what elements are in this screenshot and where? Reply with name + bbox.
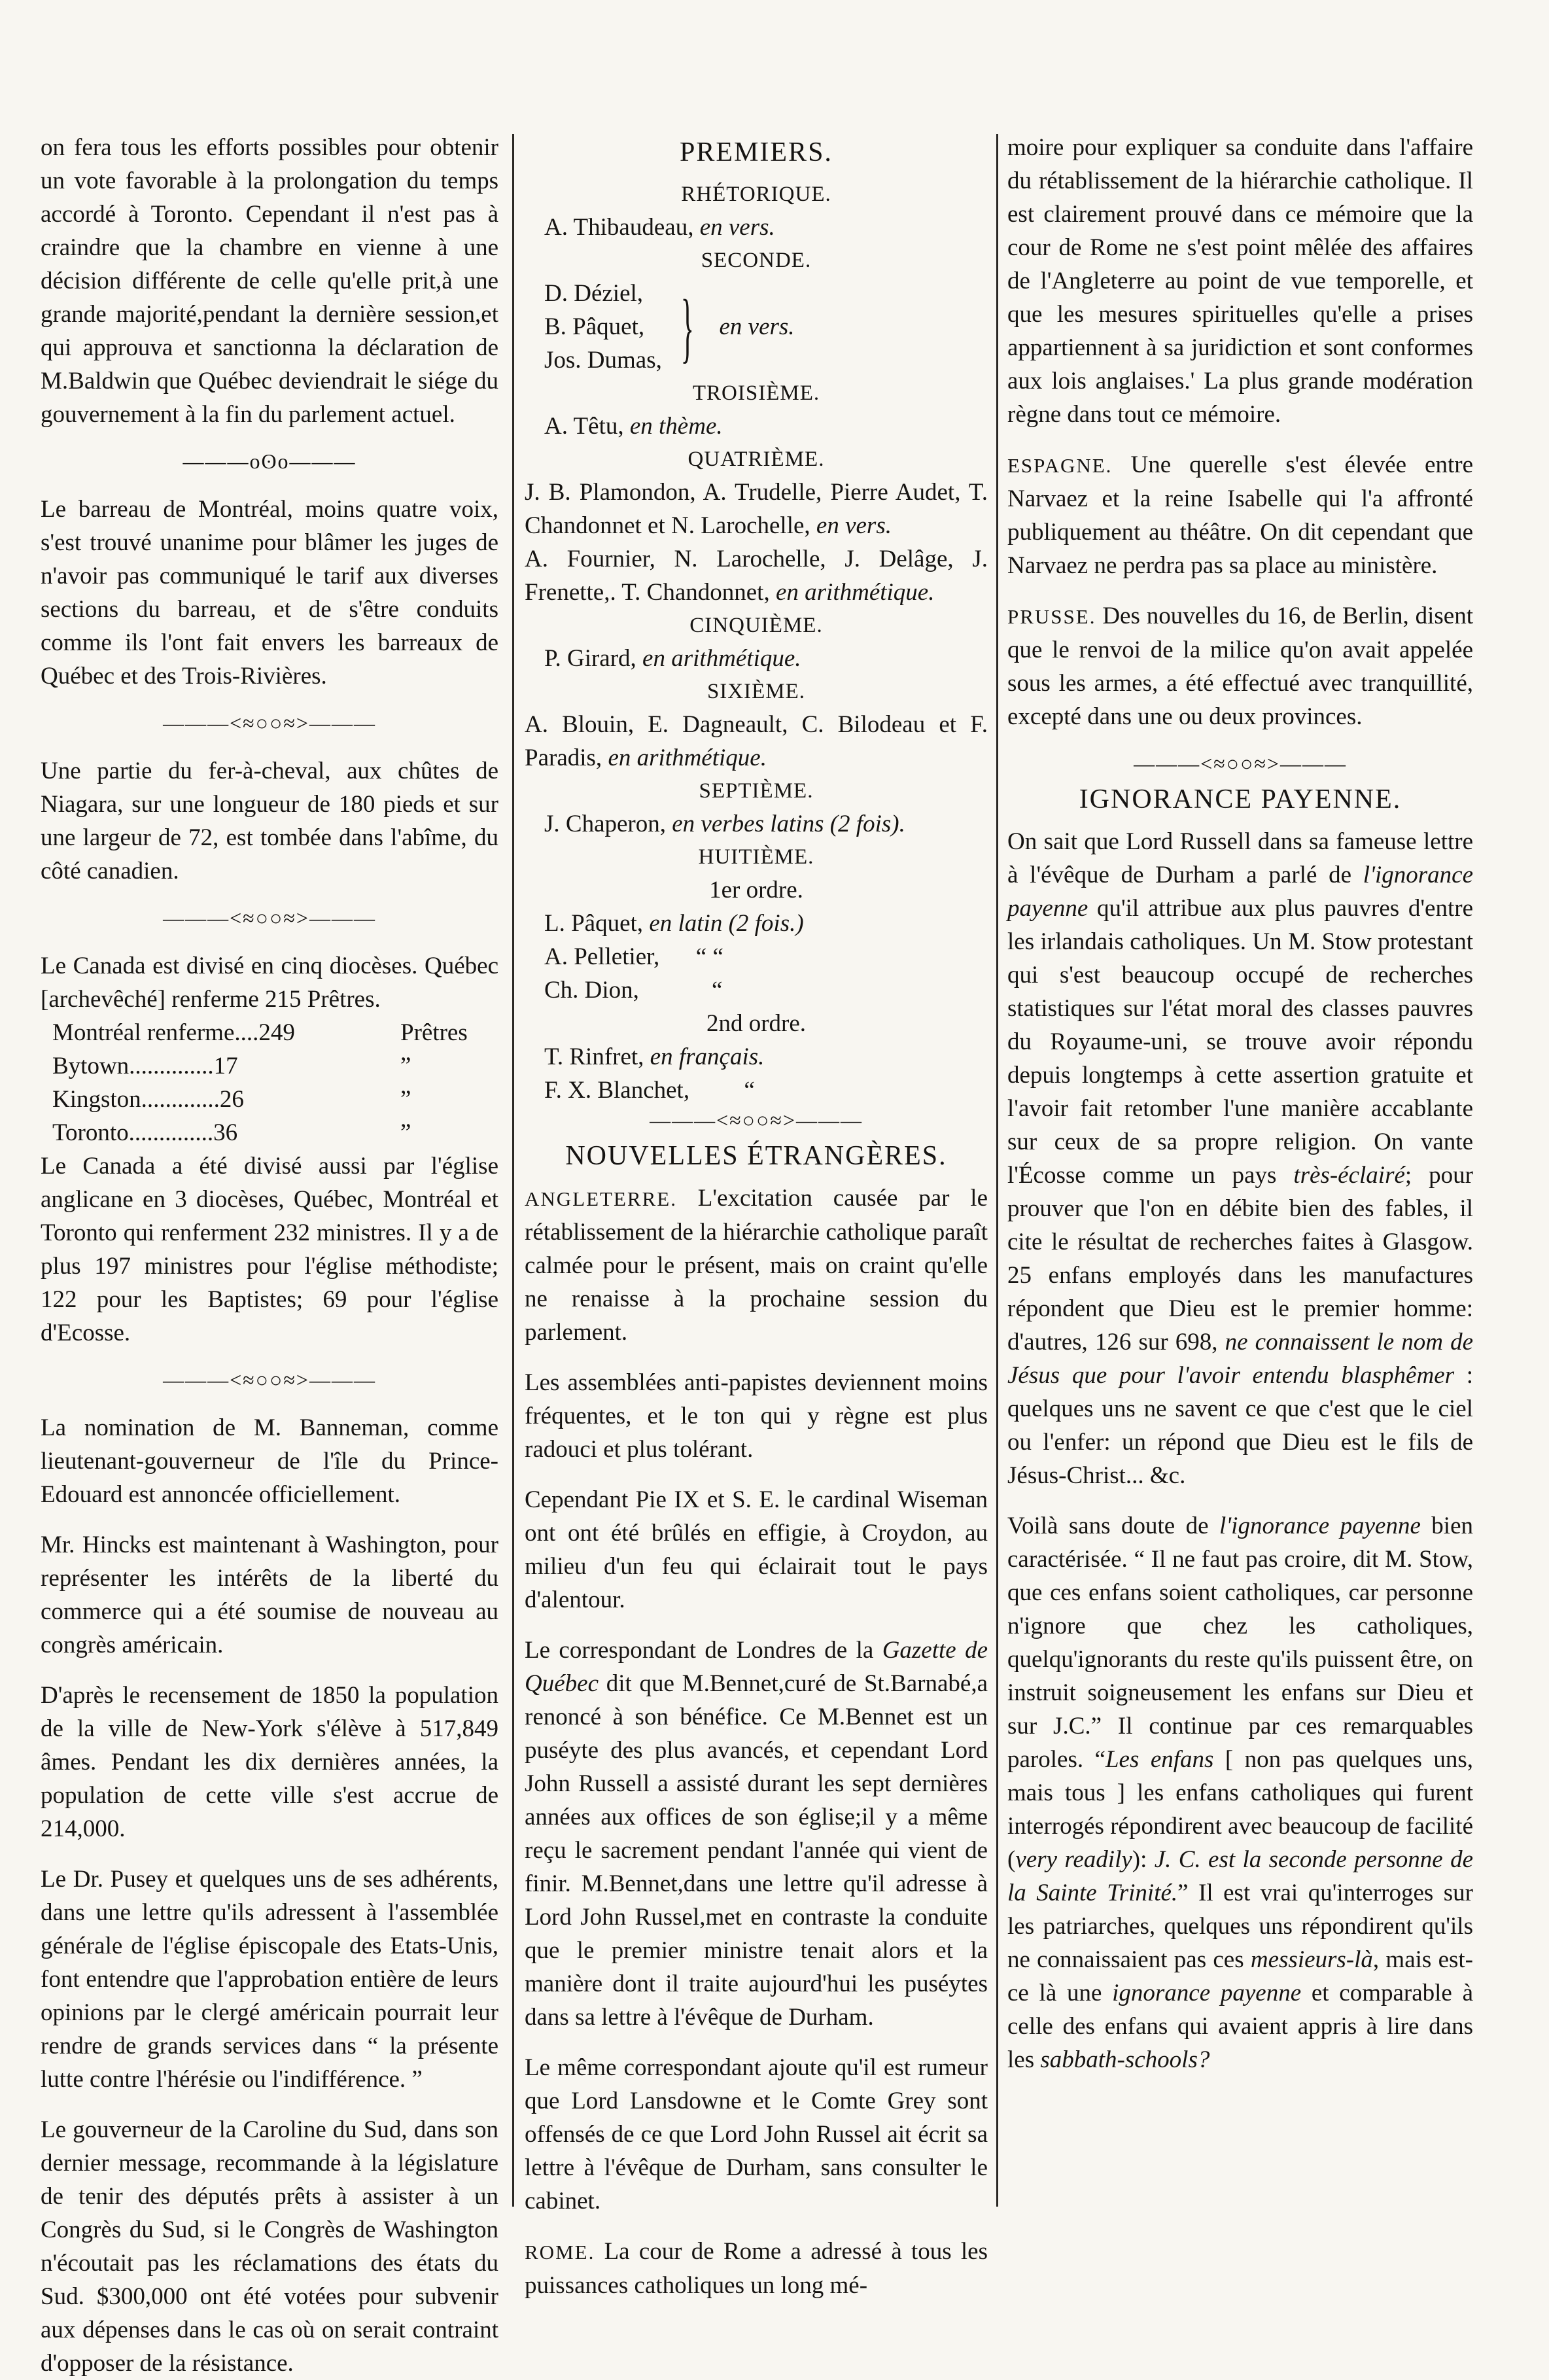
paragraph-angleterre: ANGLETERRE. L'excitation causée par le rétablissement de la hiérarchie catholique paraît calmée pour le présent, mais on craint qu'elle ne renaisse à la prochaine session du parlement.: [525, 1185, 988, 1346]
class-heading-sixieme: SIXIÈME.: [706, 680, 806, 703]
paragraph-ignorance-1: On sait que Lord Russell dans sa fameuse lettre à l'évêque de Durham a parlé de l'ignorance payenne qu'il attribue aux plus pauvres d'entre les irlandais catholiques. Un M. Stow protestant qui s'est beaucoup occupé de recherches statistiques sur l'état moral des classes pauvres du Royaume-uni, se trouve avoir répondu depuis longtemps à cette assertion gratuite et l'avoir fait retomber l'une manière accablante sur ceux de sa propre religion. On vante l'Écosse comme un pays très-éclairé; pour prouver que l'on en débite bien des fables, il cite le résultat de recherches faites à Glasgow. 25 enfans employés dans les manufactures répondent que Dieu est le premier homme: d'autres, 126 sur 698, ne connaissent le nom de Jésus que pour l'avoir entendu blasphêmer : quelques uns ne savent ce que c'est que le ciel ou l'enfer: un répond que Dieu est le fils de Jésus-Christ... &c.: [1007, 828, 1474, 1489]
diocese-row: Montréal renferme....249 Prêtres: [52, 1019, 468, 1046]
paragraph-hincks: Mr. Hincks est maintenant à Washington, pour représenter les intérêts de la liberté du commerce qui a été soumise de nouveau au congrès américain.: [41, 1531, 498, 1658]
prize-line: L. Pâquet, en latin (2 fois.): [544, 910, 804, 937]
prize-line: A. Thibaudeau, en vers.: [544, 214, 775, 241]
ornament-divider: ———oʘo———: [183, 449, 357, 473]
paragraph-new-york: D'après le recensement de 1850 la population de la ville de New-York s'élève à 517,849 âmes. Pendant les dix dernières années, la population de cette ville s'est accrue de 214,000.: [41, 1682, 498, 1842]
section-heading-ignorance: IGNORANCE PAYENNE.: [1079, 784, 1402, 814]
class-heading-seconde: SECONDE.: [701, 249, 812, 272]
paragraph-anti-papistes: Les assemblées anti-papistes deviennent moins fréquentes, et le ton qui y règne est plus radouci et plus tolérant.: [525, 1369, 988, 1463]
prize-name: D. Déziel,: [544, 280, 644, 307]
ornament-divider: ———<≈○○≈>———: [650, 1108, 863, 1132]
prize-line: T. Rinfret, en français.: [544, 1043, 765, 1070]
paragraph-toronto: on fera tous les efforts possibles pour obtenir un vote favorable à la prolongation du temps accordé à Toronto. Cependant il n'est pas à craindre que la chambre en vienne à une décision différente de celle qu'elle prit,à une grande majorité,pendant la dernière session,et qui approuva et sanctionna la déclaration de M.Baldwin que Québec deviendrait le siége du gouvernement à la fin du parlement actuel.: [41, 134, 498, 428]
paragraph-pusey: Le Dr. Pusey et quelques uns de ses adhérents, dans une lettre qu'ils adressent à l'assemblée générale de l'église épiscopale des Etats-Unis, font entendre que l'approbation entière de leurs opinions par le clergé américain pourrait leur rendre de grands services dans “ la présente lutte contre l'hérésie ou l'indifférence. ”: [41, 1866, 498, 2093]
class-heading-septieme: SEPTIÈME.: [699, 779, 814, 803]
class-heading-rhetorique: RHÉTORIQUE.: [681, 183, 831, 206]
prize-line: J. Chaperon, en verbes latins (2 fois).: [544, 811, 905, 837]
ornament-divider: ———<≈○○≈>———: [163, 711, 376, 735]
class-heading-quatrieme: QUATRIÈME.: [687, 447, 825, 471]
paragraph-effigie: Cependant Pie IX et S. E. le cardinal Wiseman ont ont été brûlés en effigie, à Croydon, au milieu d'un feu qui éclairait tout le pays d'alentour.: [525, 1486, 988, 1613]
diocese-row: Kingston.............26 ”: [52, 1086, 411, 1113]
prize-name: B. Pâquet,: [544, 313, 645, 340]
column-2: [525, 131, 988, 2299]
column-3: [1007, 131, 1473, 2213]
section-heading-nouvelles: NOUVELLES ÉTRANGÈRES.: [565, 1141, 947, 1171]
prize-paragraph: A. Fournier, N. Larochelle, J. Delâge, J. Frenette,. T. Chandonnet, en arithmétique.: [525, 546, 988, 606]
column-rule-right: [996, 134, 998, 2207]
paragraph-caroline: Le gouverneur de la Caroline du Sud, dans son dernier message, recommande à la législature de tenir des députés prêts à assister à un Congrès du Sud, si le Congrès de Washington n'écoutait pas les réclamations des états du Sud. $300,000 ont été votées pour subvenir aux dépenses dans le cas où on serait contraint d'opposer de la résistance.: [41, 2116, 498, 2377]
paragraph-niagara: Une partie du fer-à-cheval, aux chûtes de Niagara, sur une longueur de 180 pieds et sur une largeur de 72, est tombée dans l'abîme, du côté canadien.: [41, 758, 498, 884]
paragraph-espagne: ESPAGNE. Une querelle s'est élevée entre Narvaez et la reine Isabelle qui l'a affronté publiquement au théâtre. On dit cependant que Narvaez ne perdra pas sa place au ministère.: [1007, 451, 1474, 579]
paragraph-dioceses: Le Canada est divisé en cinq diocèses. Québec [archevêché] renferme 215 Prêtres.: [41, 953, 498, 1013]
paragraph-rome: ROME. La cour de Rome a adressé à tous les puissances catholiques un long mé-: [525, 2238, 988, 2299]
paragraph-barreau: Le barreau de Montréal, moins quatre voix, s'est trouvé unanime pour blâmer les juges de n'avoir pas communiqué le tarif aux diverses sections du barreau, et de s'être conduits comme ils l'ont fait envers les barreaux de Québec et des Trois-Rivières.: [41, 496, 498, 690]
prize-paragraph: J. B. Plamondon, A. Trudelle, Pierre Audet, T. Chandonnet et N. Larochelle, en vers.: [525, 479, 988, 539]
prize-line: A. Têtu, en thème.: [544, 413, 723, 440]
paragraph-memoire: moire pour expliquer sa conduite dans l'affaire du rétablissement de la hiérarchie catholique. Il est clairement prouvé dans ce mémoire que la cour de Rome ne s'est point mêlée des affaires de l'Angleterre au point de vue temporelle, et que les mesures spirituelles qu'elle a prises appartiennent à sa juridiction et sont conformes aux lois anglaises.' La plus grande modération règne dans tout ce mémoire.: [1007, 134, 1473, 428]
premiers-heading: PREMIERS.: [680, 137, 833, 167]
column-1: [41, 131, 498, 2377]
column-rule-left: [512, 134, 514, 2207]
prize-name: Jos. Dumas,: [544, 347, 662, 374]
order-label: 2nd ordre.: [706, 1010, 807, 1037]
ornament-divider: ———<≈○○≈>———: [163, 1368, 376, 1391]
prize-line: A. Pelletier, “ “: [544, 943, 723, 970]
paragraph-lansdowne: Le même correspondant ajoute qu'il est rumeur que Lord Lansdowne et le Comte Grey sont offensés de ce que Lord John Russel ait écrit sa lettre à l'évêque de Durham, sans consulter le cabinet.: [525, 2054, 988, 2214]
prize-line: Ch. Dion, “: [544, 977, 723, 1004]
class-heading-cinquieme: CINQUIÈME.: [689, 614, 823, 637]
diocese-list: [52, 1016, 498, 1149]
class-heading-huitieme: HUITIÈME.: [698, 845, 814, 869]
class-heading-troisieme: TROISIÈME.: [692, 381, 820, 405]
paragraph-anglicane: Le Canada a été divisé aussi par l'église anglicane en 3 diocèses, Québec, Montréal et Toronto qui renferment 232 ministres. Il y a de plus 197 ministres pour l'église méthodiste; 122 pour les Baptistes; 69 pour l'église d'Ecosse.: [41, 1153, 498, 1346]
paragraph-banneman: La nomination de M. Banneman, comme lieutenant-gouverneur de l'île du Prince-Edouard est annoncée officiellement.: [41, 1414, 498, 1508]
prize-line: F. X. Blanchet, “: [544, 1077, 755, 1104]
prize-group-seconde: [525, 277, 988, 377]
prize-note: en vers.: [719, 313, 795, 340]
diocese-row: Toronto..............36 ”: [52, 1119, 411, 1146]
paragraph-bennet: Le correspondant de Londres de la Gazette de Québec dit que M.Bennet,curé de St.Barnabé,a renoncé à son bénéfice. Ce M.Bennet est un puséyte des plus avancés, et cependant Lord John Russell a assisté durant les sept dernières années aux offices de son église;il y a même reçu le sacrement pendant l'année qui vient de finir. M.Bennet,dans une lettre qu'il adresse à Lord John Russel,met en contraste la conduite que le premier ministre tenait alors et la manière dont il traite aujourd'hui les puséytes dans sa lettre à l'évêque de Durham.: [525, 1637, 988, 2031]
order-label: 1er ordre.: [709, 877, 803, 903]
paragraph-prusse: PRUSSE. Des nouvelles du 16, de Berlin, disent que le renvoi de la milice qu'on avait appelée sous les armes, a été effectué avec tranquillité, excepté dans une ou deux provinces.: [1007, 603, 1473, 730]
ornament-divider: ———<≈○○≈>———: [163, 906, 376, 930]
diocese-row: Bytown..............17 ”: [52, 1053, 411, 1079]
brace-symbol: }: [680, 283, 694, 370]
paragraph-ignorance-2: Voilà sans doute de l'ignorance payenne bien caractérisée. “ Il ne faut pas croire, dit M. Stow, que ces enfans soient catholiques, car personne n'ignore que chez les catholiques, quelqu'ignorants du reste qu'ils puissent être, on instruit soigneusement les enfans sur Dieu et sur J.C.” Il continue par ces remarquables paroles. “Les enfans [ non pas quelques uns, mais tous ] les enfans catholiques qui furent interrogés répondirent avec beaucoup de facilité (very readily): J. C. est la seconde personne de la Sainte Trinité.” Il est vrai qu'interroges sur les patriarches, quelques uns répondirent qu'ils ne connaissaient pas ces messieurs-là, mais est-ce là une ignorance payenne et comparable à celle des enfans qui avaient appris à lire dans les sabbath-schools?: [1007, 1513, 1473, 2073]
prize-line: P. Girard, en arithmétique.: [544, 645, 801, 672]
prize-paragraph: A. Blouin, E. Dagneault, C. Bilodeau et F. Paradis, en arithmétique.: [525, 711, 988, 771]
ornament-divider: ———<≈○○≈>———: [1134, 752, 1347, 775]
